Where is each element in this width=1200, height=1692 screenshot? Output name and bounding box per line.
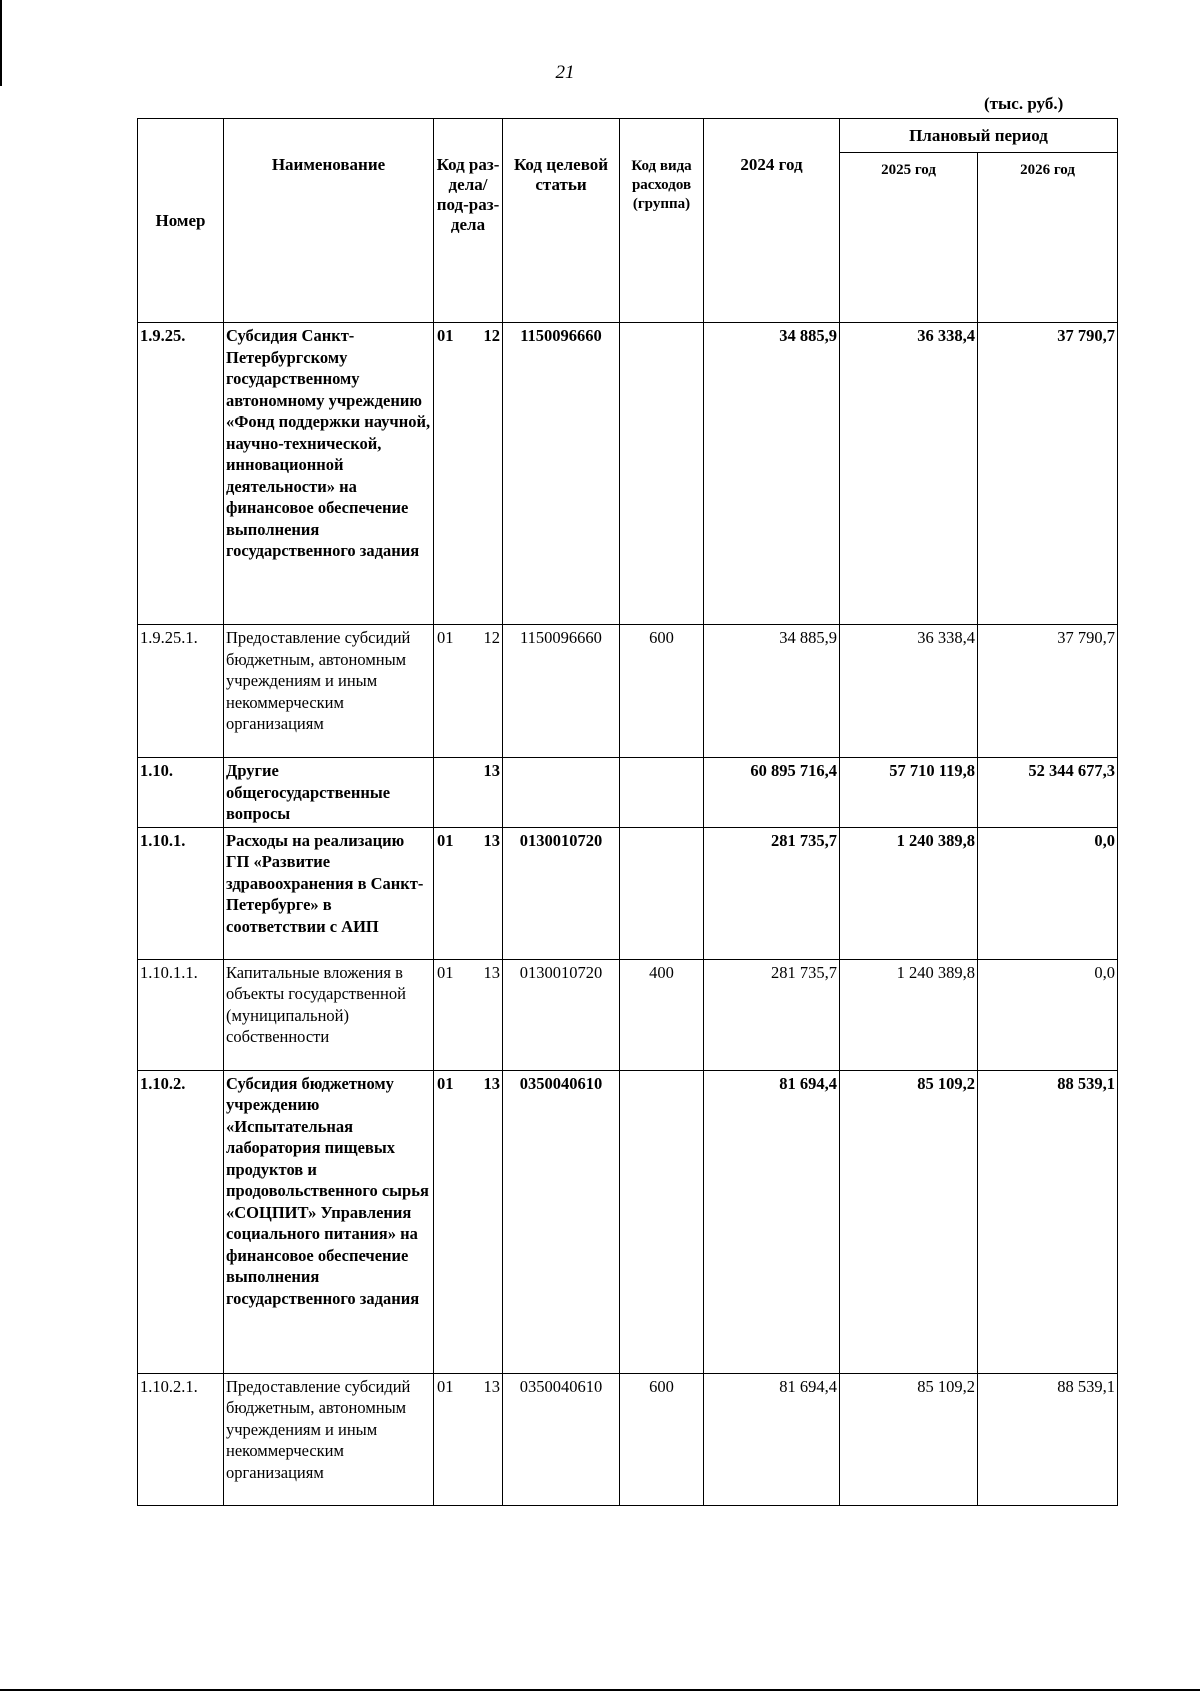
header-section-code: Код раз-дела/ под-раз-дела (434, 119, 503, 323)
header-number: Номер (138, 119, 224, 323)
row-section-code: 01 12 (434, 323, 503, 625)
row-target-code: 1150096660 (503, 625, 620, 758)
table-row (138, 1070, 1118, 1373)
row-amount-2025: 1 240 389,8 (840, 827, 978, 959)
row-amount-2026: 88 539,1 (978, 1070, 1118, 1373)
budget-table (137, 118, 1118, 1506)
row-number: 1.10.1. (138, 827, 224, 959)
row-amount-2024: 281 735,7 (704, 959, 840, 1070)
row-section-code: 01 13 (434, 1070, 503, 1373)
row-amount-2024: 281 735,7 (704, 827, 840, 959)
row-expense-type: 600 (620, 625, 704, 758)
row-number: 1.10. (138, 758, 224, 828)
row-section-code: 01 13 (434, 827, 503, 959)
row-name: Субсидия бюджетному учреждению «Испытательная лаборатория пищевых продуктов и продовольственного сырья «СОЦПИТ» Управления социального питания» на финансовое обеспечение выполнения государственного задания (224, 1070, 434, 1373)
row-amount-2026: 0,0 (978, 827, 1118, 959)
page-number: 21 (555, 62, 575, 83)
row-amount-2026: 0,0 (978, 959, 1118, 1070)
row-expense-type (620, 758, 704, 828)
row-name: Предоставление субсидий бюджетным, автономным учреждениям и иным некоммерческим организациям (224, 1373, 434, 1505)
header-year-2025: 2025 год (840, 153, 978, 323)
row-name: Предоставление субсидий бюджетным, автономным учреждениям и иным некоммерческим организациям (224, 625, 434, 758)
row-amount-2026: 52 344 677,3 (978, 758, 1118, 828)
table-row (138, 758, 1118, 828)
row-number: 1.9.25.1. (138, 625, 224, 758)
header-year-2024: 2024 год (704, 119, 840, 323)
row-name: Другие общегосударственные вопросы (224, 758, 434, 828)
row-name: Капитальные вложения в объекты государственной (муниципальной) собственности (224, 959, 434, 1070)
row-amount-2026: 37 790,7 (978, 625, 1118, 758)
units-label: (тыс. руб.) (984, 94, 1064, 113)
header-planning-period: Плановый период (840, 119, 1118, 153)
row-amount-2024: 34 885,9 (704, 625, 840, 758)
header-year-2026: 2026 год (978, 153, 1118, 323)
row-expense-type: 400 (620, 959, 704, 1070)
row-section-code: 01 12 (434, 625, 503, 758)
table-row (138, 625, 1118, 758)
table-row (138, 959, 1118, 1070)
row-amount-2026: 88 539,1 (978, 1373, 1118, 1505)
row-amount-2024: 60 895 716,4 (704, 758, 840, 828)
row-section-code: 01 13 (434, 1373, 503, 1505)
header-target-code: Код целевой статьи (503, 119, 620, 323)
row-target-code: 0350040610 (503, 1373, 620, 1505)
row-name: Субсидия Санкт-Петербургскому государственному автономному учреждению «Фонд поддержки научной, научно-технической, инновационной деятельности» на финансовое обеспечение выполнения государственного задания (224, 323, 434, 625)
row-amount-2026: 37 790,7 (978, 323, 1118, 625)
row-number: 1.10.1.1. (138, 959, 224, 1070)
row-expense-type (620, 1070, 704, 1373)
row-number: 1.9.25. (138, 323, 224, 625)
header-expense-type: Код вида расходов (группа) (620, 119, 704, 323)
row-target-code: 0130010720 (503, 959, 620, 1070)
row-amount-2025: 57 710 119,8 (840, 758, 978, 828)
row-section-code: 13 (434, 758, 503, 828)
row-amount-2024: 81 694,4 (704, 1070, 840, 1373)
row-amount-2025: 85 109,2 (840, 1070, 978, 1373)
row-amount-2024: 81 694,4 (704, 1373, 840, 1505)
row-amount-2024: 34 885,9 (704, 323, 840, 625)
row-expense-type (620, 827, 704, 959)
row-section-code: 01 13 (434, 959, 503, 1070)
row-target-code: 0350040610 (503, 1070, 620, 1373)
table-row (138, 827, 1118, 959)
row-target-code: 0130010720 (503, 827, 620, 959)
row-amount-2025: 36 338,4 (840, 625, 978, 758)
row-expense-type (620, 323, 704, 625)
row-target-code (503, 758, 620, 828)
table-row (138, 323, 1118, 625)
row-amount-2025: 36 338,4 (840, 323, 978, 625)
row-amount-2025: 85 109,2 (840, 1373, 978, 1505)
row-name: Расходы на реализацию ГП «Развитие здравоохранения в Санкт-Петербурге» в соответствии с АИП (224, 827, 434, 959)
table-row (138, 1373, 1118, 1505)
scan-edge-left (0, 0, 2, 86)
row-expense-type: 600 (620, 1373, 704, 1505)
row-number: 1.10.2.1. (138, 1373, 224, 1505)
header-name: Наименование (224, 119, 434, 323)
scan-edge-bottom (0, 1689, 1200, 1691)
row-number: 1.10.2. (138, 1070, 224, 1373)
row-amount-2025: 1 240 389,8 (840, 959, 978, 1070)
row-target-code: 1150096660 (503, 323, 620, 625)
